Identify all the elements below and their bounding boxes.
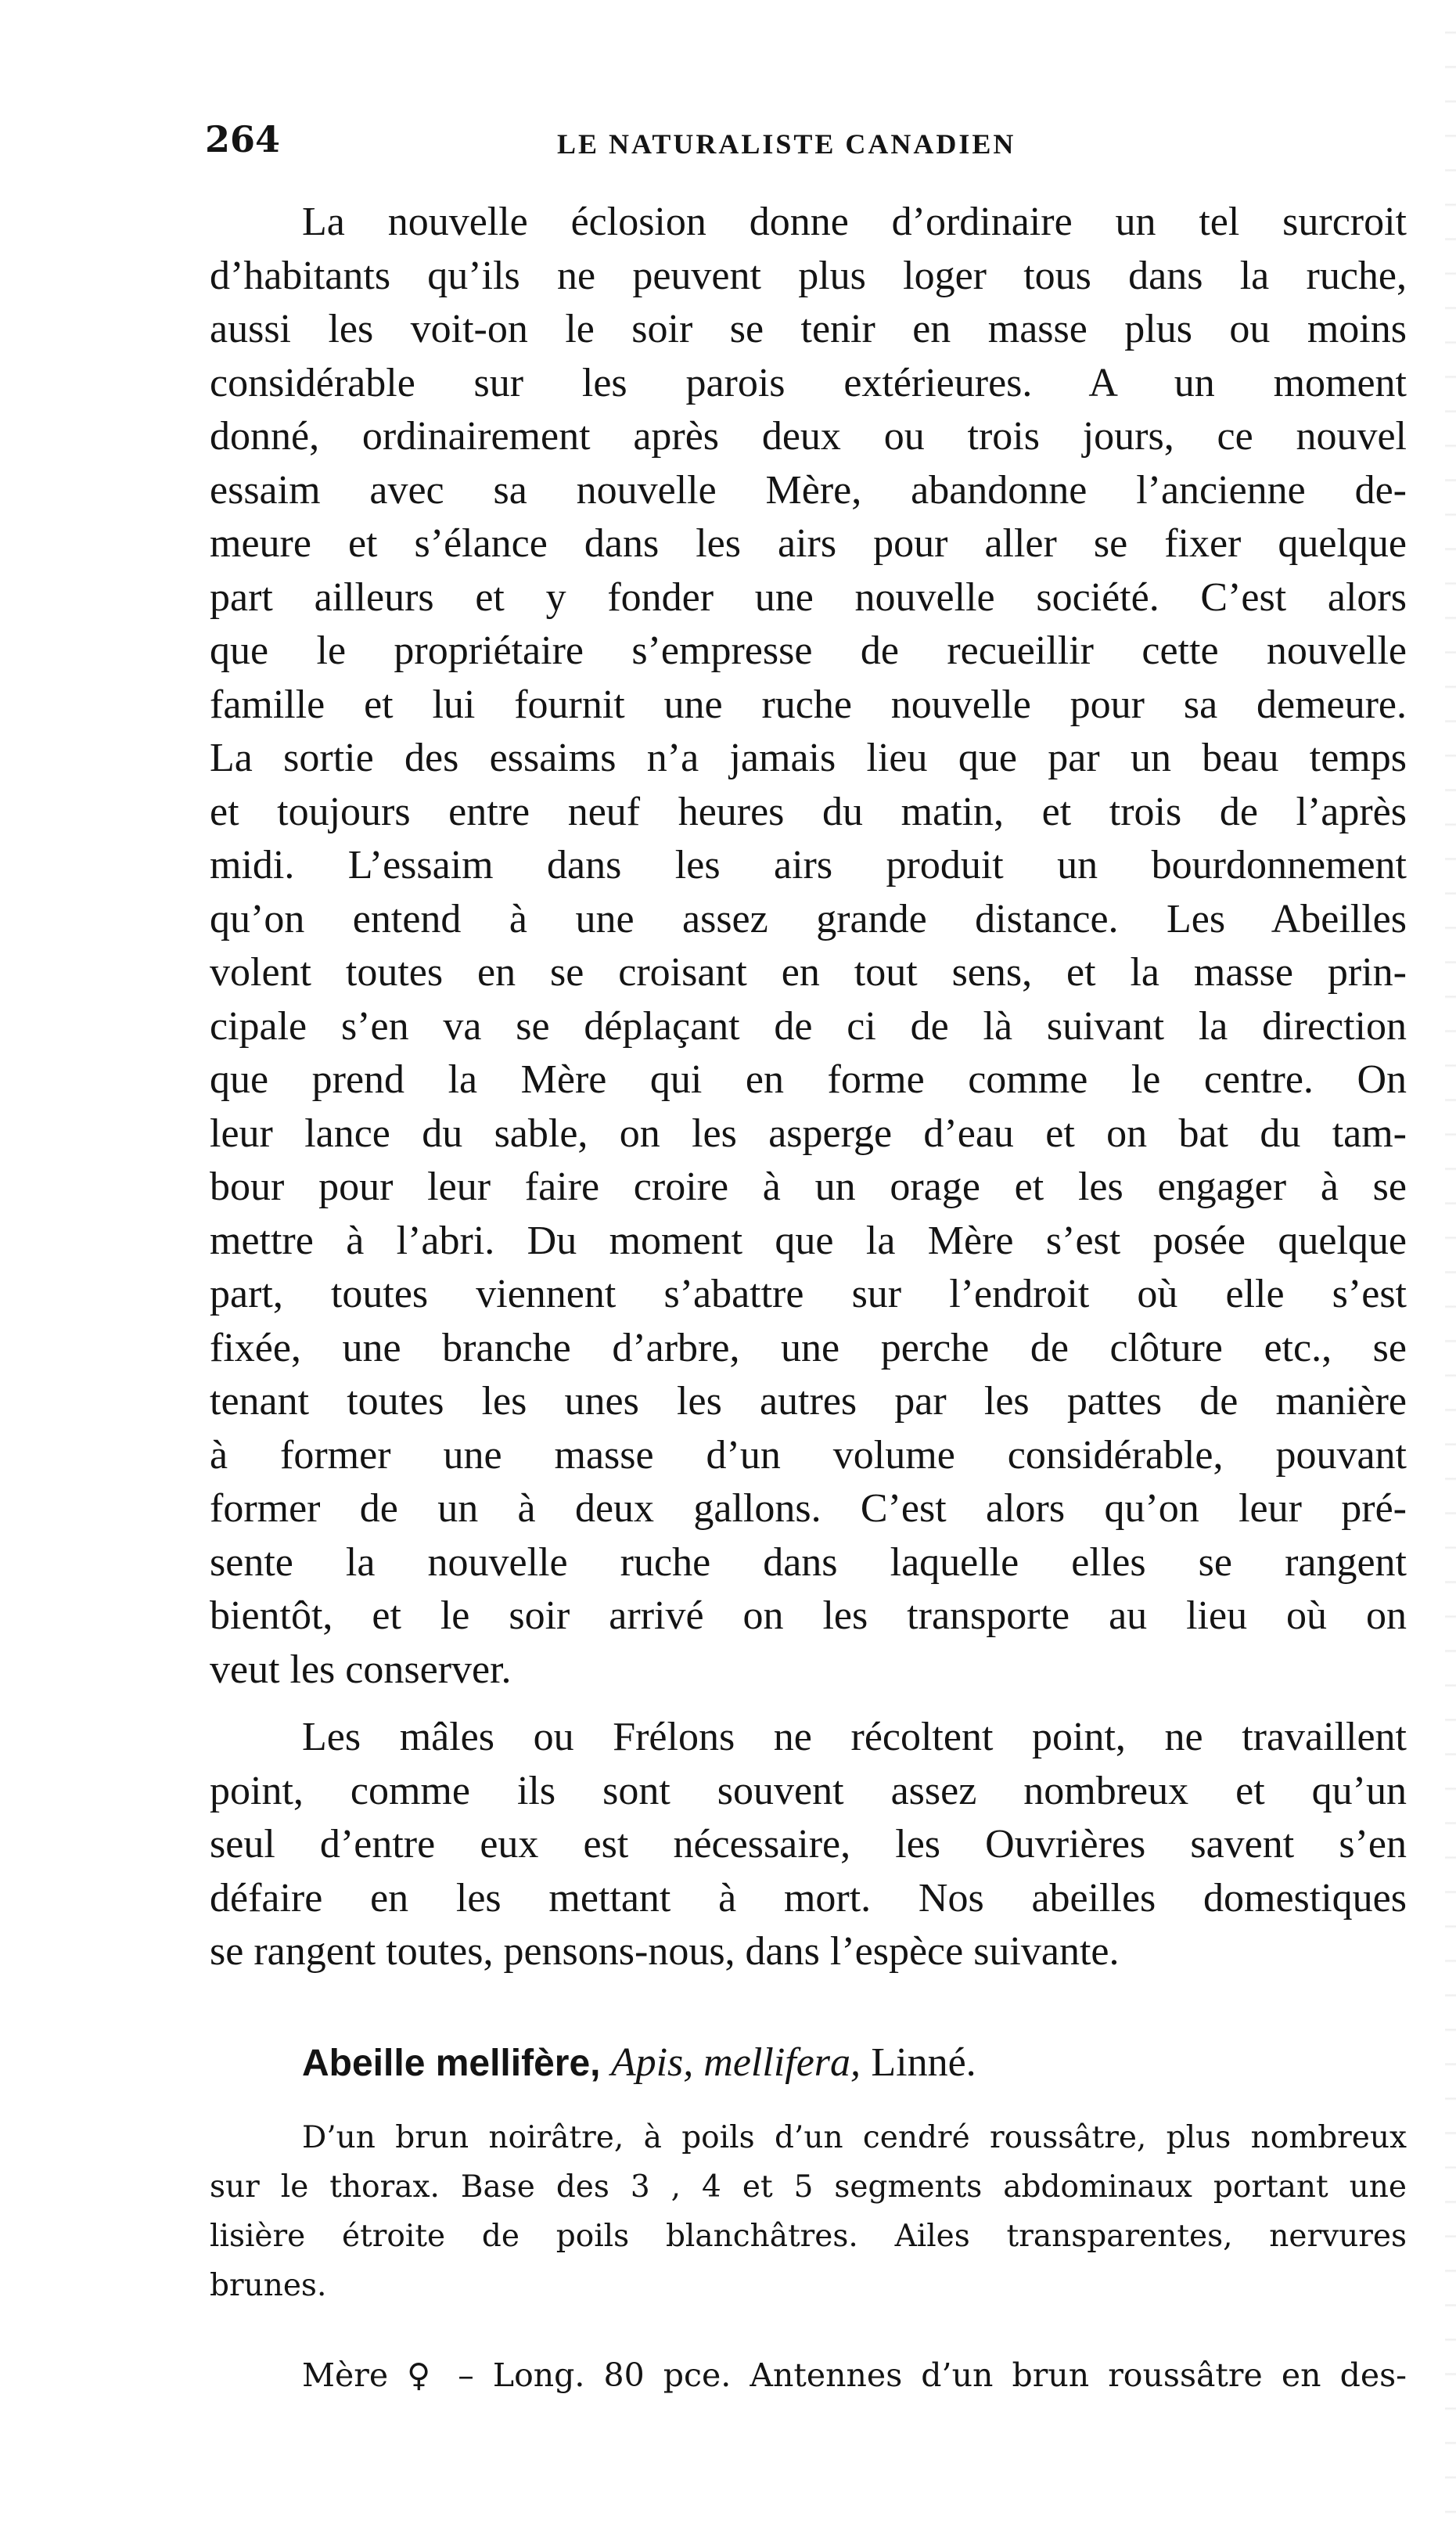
species-heading <box>302 2035 976 2092</box>
text-line: La nouvelle éclosion donne d’ordinaire un tel surcroit <box>302 200 1407 244</box>
paragraph-2 <box>210 1711 1407 1979</box>
text-line: Les mâles ou Frélons ne récoltent point, ne travaillent <box>302 1715 1407 1759</box>
text-line: part ailleurs et y fonder une nouvelle société. C’est alors <box>210 574 1407 620</box>
species-description <box>210 2113 1407 2310</box>
text-line: se rangent toutes, pensons-nous, dans l’espèce suivante. <box>210 1929 1120 1974</box>
text-line: que le propriétaire s’empresse de recueillir cette nouvelle <box>210 628 1407 673</box>
text-line: former de un à deux gallons. C’est alors qu’on leur pré- <box>210 1486 1407 1531</box>
page-edge-speckle <box>1445 0 1456 2538</box>
text-line: fixée, une branche d’arbre, une perche de clôture etc., se <box>210 1325 1407 1370</box>
text-line: considérable sur les parois extérieures. A un moment <box>210 360 1407 405</box>
main-text <box>210 196 1407 1979</box>
species-author: Linné. <box>871 2040 976 2085</box>
text-line: part, toutes viennent s’abattre sur l’endroit où elle s’est <box>210 1272 1407 1316</box>
description-line: D’un brun noirâtre, à poils d’un cendré roussâtre, plus nombreux <box>302 2120 1407 2155</box>
text-line: d’habitants qu’ils ne peuvent plus loger tous dans la ruche, <box>210 253 1407 298</box>
text-line: et toujours entre neuf heures du matin, et trois de l’après <box>210 789 1407 834</box>
text-line: bour pour leur faire croire à un orage et les engager à se <box>210 1165 1407 1209</box>
text-line: seul d’entre eux est nécessaire, les Ouvrières savent s’en <box>210 1822 1407 1867</box>
description-line: sur le thorax. Base des 3 , 4 et 5 segments abdominaux portant une <box>210 2169 1407 2205</box>
text-line: défaire en les mettant à mort. Nos abeilles domestiques <box>210 1875 1407 1921</box>
text-line: leur lance du sable, on les asperge d’eau et on bat du tam- <box>210 1111 1407 1156</box>
text-line: volent toutes en se croisant en tout sens, et la masse prin- <box>210 950 1407 995</box>
text-line: essaim avec sa nouvelle Mère, abandonne l’ancienne de- <box>210 467 1407 513</box>
description-line: brunes. <box>210 2268 327 2303</box>
text-line: mettre à l’abri. Du moment que la Mère s’est posée quelque <box>210 1218 1407 1263</box>
species-latin-name: Apis, mellifera, <box>610 2040 861 2085</box>
text-line: tenant toutes les unes les autres par les pattes de manière <box>210 1379 1407 1424</box>
page-header <box>205 116 1379 163</box>
text-line: meure et s’élance dans les airs pour aller se fixer quelque <box>210 521 1407 566</box>
text-line: midi. L’essaim dans les airs produit un bourdonnement <box>210 843 1407 887</box>
text-line: famille et lui fournit une ruche nouvelle pour sa demeure. <box>210 682 1407 727</box>
description-line: lisière étroite de poils blanchâtres. Ailes transparentes, nervures <box>210 2219 1407 2254</box>
text-line: que prend la Mère qui en forme comme le centre. On <box>210 1057 1407 1102</box>
text-line: cipale s’en va se déplaçant de ci de là suivant la direction <box>210 1003 1407 1049</box>
text-line: donné, ordinairement après deux ou trois jours, ce nouvel <box>210 414 1407 459</box>
running-title: LE NATURALISTE CANADIEN <box>557 128 1016 160</box>
paragraph-1 <box>210 196 1407 1697</box>
text-line: point, comme ils sont souvent assez nombreux et qu’un <box>210 1768 1407 1813</box>
text-line: La sortie des essaims n’a jamais lieu que par un beau temps <box>210 736 1407 780</box>
text-line: qu’on entend à une assez grande distance. Les Abeilles <box>210 896 1407 941</box>
text-line: aussi les voit-on le soir se tenir en masse plus ou moins <box>210 307 1407 351</box>
text-line: sente la nouvelle ruche dans laquelle elles se rangent <box>210 1539 1407 1585</box>
text-line: veut les conserver. <box>210 1647 512 1692</box>
text-line: à former une masse d’un volume considérable, pouvant <box>210 1432 1407 1478</box>
species-common-name: Abeille mellifère, <box>302 2043 601 2084</box>
queen-description-line: Mère ♀ – Long. 80 pce. Antennes d’un brun roussâtre en des- <box>302 2356 1407 2394</box>
text-line: bientôt, et le soir arrivé on les transporte au lieu où on <box>210 1593 1407 1638</box>
page-number: 264 <box>205 118 281 160</box>
